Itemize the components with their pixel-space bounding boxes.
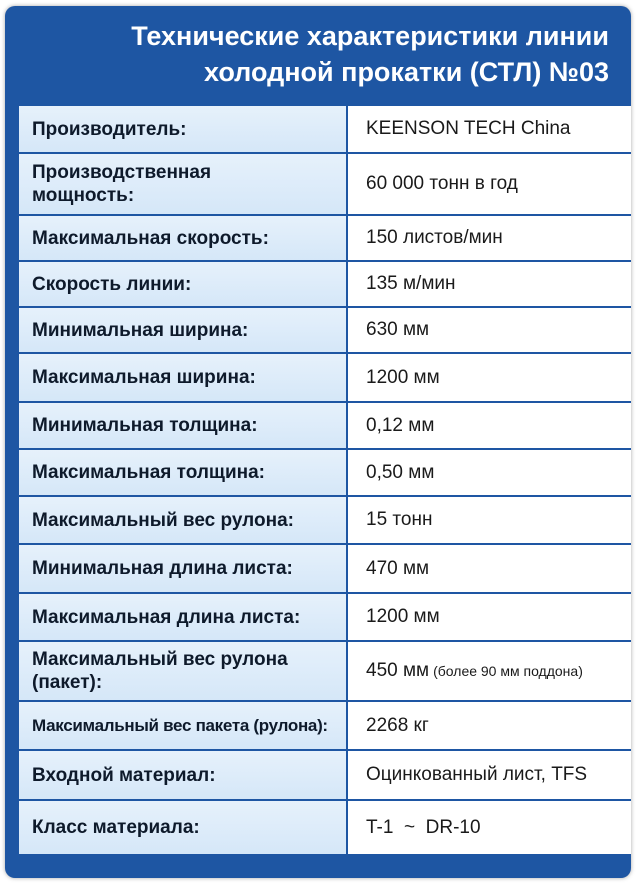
row-value bbox=[348, 262, 631, 306]
label-text: Максимальный вес рулона (пакет): bbox=[32, 649, 288, 693]
table-row bbox=[19, 702, 631, 751]
value-text: Оцинкованный лист, TFS bbox=[366, 764, 588, 785]
row-label: Минимальная длина листа: bbox=[19, 545, 348, 592]
row-label: Входной материал: bbox=[19, 751, 348, 799]
value-text: 60 000 тонн в год bbox=[366, 173, 518, 194]
label-text: Производственная мощность: bbox=[32, 162, 212, 206]
row-value bbox=[348, 642, 631, 700]
value-text: KEENSON TECH China bbox=[366, 118, 571, 139]
value-note: (более 90 мм поддона) bbox=[433, 663, 583, 679]
value-text: 470 мм bbox=[366, 557, 430, 579]
value-text: 1200 мм bbox=[366, 606, 440, 627]
row-value bbox=[348, 354, 631, 401]
title-line-2: холодной прокатки (СТЛ) №03 bbox=[204, 57, 609, 87]
value-text: 1200 мм bbox=[366, 366, 440, 388]
row-value bbox=[348, 216, 631, 260]
table-row bbox=[19, 545, 631, 594]
row-label: Максимальная длина листа: bbox=[19, 594, 348, 640]
table-row bbox=[19, 594, 631, 642]
value-text: 135 м/мин bbox=[366, 273, 456, 294]
row-value bbox=[348, 751, 631, 799]
value-text: 450 мм bbox=[366, 660, 430, 681]
row-value bbox=[348, 545, 631, 592]
row-label: Максимальная толщина: bbox=[19, 450, 348, 495]
row-value bbox=[348, 594, 631, 640]
value-text: 150 листов/мин bbox=[366, 227, 503, 248]
row-value bbox=[348, 450, 631, 495]
row-label: Максимальная скорость: bbox=[19, 216, 348, 260]
table-row bbox=[19, 751, 631, 801]
row-label: Максимальный вес рулона: bbox=[19, 497, 348, 543]
row-label: Максимальная ширина: bbox=[19, 354, 348, 401]
row-label: Класс материала: bbox=[19, 801, 348, 854]
row-label bbox=[19, 642, 348, 700]
value-text: T-1 ~ DR-10 bbox=[366, 816, 481, 838]
row-value bbox=[348, 154, 631, 214]
row-label: Производитель: bbox=[19, 106, 348, 152]
row-label: Максимальный вес пакета (рулона): bbox=[19, 702, 348, 749]
spec-table bbox=[19, 106, 631, 868]
row-value bbox=[348, 106, 631, 152]
table-row bbox=[19, 106, 631, 154]
value-text: 15 тонн bbox=[366, 509, 433, 530]
title-line-1: Технические характеристики линии bbox=[131, 21, 609, 51]
row-label: Минимальная ширина: bbox=[19, 308, 348, 352]
table-row bbox=[19, 497, 631, 545]
table-row bbox=[19, 642, 631, 702]
page-title bbox=[5, 6, 631, 98]
value-text: 0,50 мм bbox=[366, 461, 435, 483]
spec-card bbox=[5, 6, 631, 878]
row-value bbox=[348, 702, 631, 749]
row-label bbox=[19, 154, 348, 214]
table-row bbox=[19, 450, 631, 497]
row-value bbox=[348, 497, 631, 543]
table-row bbox=[19, 262, 631, 308]
table-row bbox=[19, 154, 631, 216]
table-row bbox=[19, 801, 631, 854]
row-label: Скорость линии: bbox=[19, 262, 348, 306]
table-row bbox=[19, 354, 631, 403]
row-value bbox=[348, 308, 631, 352]
value-text: 630 мм bbox=[366, 319, 430, 340]
value-text: 0,12 мм bbox=[366, 414, 435, 436]
table-row bbox=[19, 216, 631, 262]
row-label: Минимальная толщина: bbox=[19, 403, 348, 448]
row-value bbox=[348, 403, 631, 448]
table-row bbox=[19, 308, 631, 354]
value-text: 2268 кг bbox=[366, 714, 429, 736]
table-row bbox=[19, 403, 631, 450]
row-value bbox=[348, 801, 631, 854]
